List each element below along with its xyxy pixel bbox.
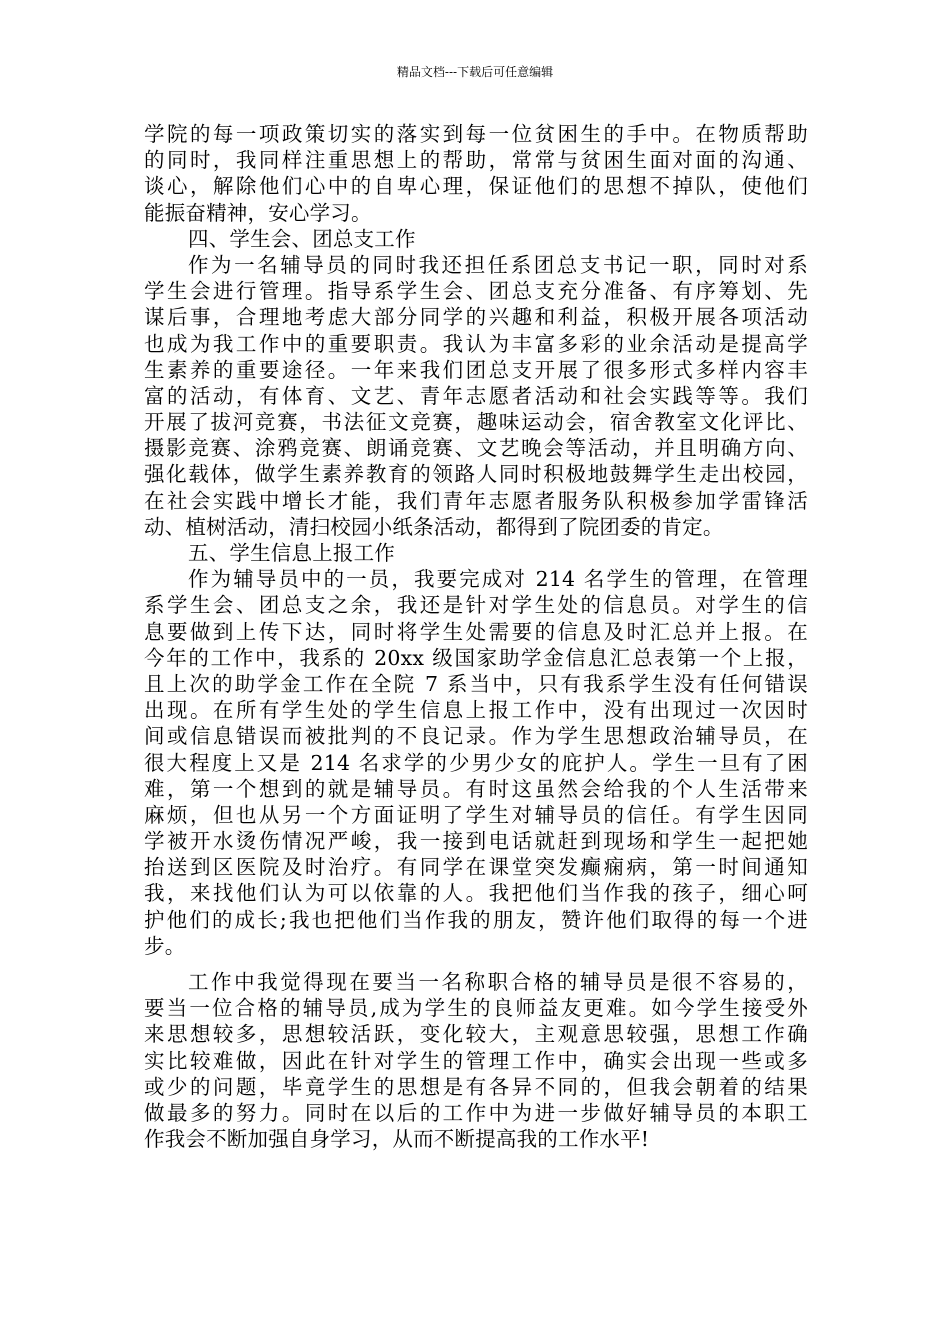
heading-text: 五、学生信息上报工作 [188,541,395,565]
document-body [144,121,808,1152]
text-line: 出现。在所有学生处的学生信息上报工作中，没有出现过一次因时 [144,698,808,723]
text-line: 要当一位合格的辅导员,成为学生的良师益友更难。如今学生接受外 [144,996,808,1021]
text-line: 谋后事，合理地考虑大部分同学的兴趣和利益，积极开展各项活动 [144,305,808,330]
text-line: 系学生会、团总支之余，我还是针对学生处的信息员。对学生的信 [144,593,808,618]
text-line: 学生会进行管理。指导系学生会、团总支充分准备、有序筹划、先 [144,279,808,304]
text-line: 护他们的成长;我也把他们当作我的朋友，赞许他们取得的每一个进 [144,907,808,932]
section-heading [144,226,808,252]
text-line: 作为辅导员中的一员，我要完成对 214 名学生的管理，在管理 [188,567,808,592]
text-line: 能振奋精神，安心学习。 [144,200,372,225]
text-line: 麻烦，但也从另一个方面证明了学生对辅导员的信任。有学生因同 [144,802,808,827]
text-line: 实比较难做，因此在针对学生的管理工作中，确实会出现一些或多 [144,1048,808,1073]
text-line: 作我会不断加强自身学习，从而不断提高我的工作水平! [144,1127,650,1152]
text-line: 学被开水烫伤情况严峻，我一接到电话就赶到现场和学生一起把她 [144,829,808,854]
text-line: 来思想较多，思想较活跃，变化较大，主观意思较强，思想工作确 [144,1022,808,1047]
text-line: 工作中我觉得现在要当一名称职合格的辅导员是很不容易的， [188,970,808,994]
text-line: 摄影竞赛、涂鸦竞赛、朗诵竞赛、文艺晚会等活动，并且明确方向、 [144,436,808,461]
text-line: 开展了拔河竞赛，书法征文竞赛，趣味运动会，宿舍教室文化评比、 [144,410,808,435]
text-line: 富的活动，有体育、文艺、青年志愿者活动和社会实践等等。我们 [144,383,808,408]
text-line: 做最多的努力。同时在以后的工作中为进一步做好辅导员的本职工 [144,1100,808,1125]
text-line: 作为一名辅导员的同时我还担任系团总支书记一职，同时对系 [188,252,808,277]
paragraph [144,252,808,540]
text-line: 也成为我工作中的重要职责。我认为丰富多彩的业余活动是提高学 [144,331,808,356]
text-line: 在社会实践中增长才能，我们青年志愿者服务队积极参加学雷锋活 [144,488,808,513]
text-line: 步。 [144,933,186,958]
text-line: 谈心，解除他们心中的自卑心理，保证他们的思想不掉队，使他们 [144,174,808,199]
paragraph [144,969,808,1152]
text-line: 且上次的助学金工作在全院 7 系当中，只有我系学生没有任何错误 [144,671,808,696]
text-line: 动、植树活动，清扫校园小纸条活动，都得到了院团委的肯定。 [144,514,724,539]
text-line: 的同时，我同样注重思想上的帮助，常常与贫困生面对面的沟通、 [144,148,808,173]
text-line: 我，来找他们认为可以依靠的人。我把他们当作我的孩子，细心呵 [144,881,808,906]
text-line: 今年的工作中，我系的 20xx 级国家助学金信息汇总表第一个上报， [144,645,808,670]
text-line: 难，第一个想到的就是辅导员。有时这虽然会给我的个人生活带来 [144,776,808,801]
text-line: 或少的问题，毕竟学生的思想是有各异不同的，但我会朝着的结果 [144,1074,808,1099]
text-line: 生素养的重要途径。一年来我们团总支开展了很多形式多样内容丰 [144,357,808,382]
text-line: 强化载体，做学生素养教育的领路人同时积极地鼓舞学生走出校园， [144,462,808,487]
text-line: 抬送到区医院及时治疗。有同学在课堂突发癫痫病，第一时间通知 [144,855,808,880]
section-heading [144,540,808,566]
heading-text: 四、学生会、团总支工作 [188,226,416,251]
paragraph [144,566,808,959]
text-line: 学院的每一项政策切实的落实到每一位贫困生的手中。在物质帮助 [144,122,808,146]
paragraph [144,121,808,226]
text-line: 很大程度上又是 214 名求学的少男少女的庇护人。学生一旦有了困 [144,750,808,775]
page-header: 精品文档---下载后可任意编辑 [396,65,554,79]
text-line: 息要做到上传下达，同时将学生处需要的信息及时汇总并上报。在 [144,619,808,644]
text-line: 间或信息错误而被批判的不良记录。作为学生思想政治辅导员，在 [144,724,808,749]
